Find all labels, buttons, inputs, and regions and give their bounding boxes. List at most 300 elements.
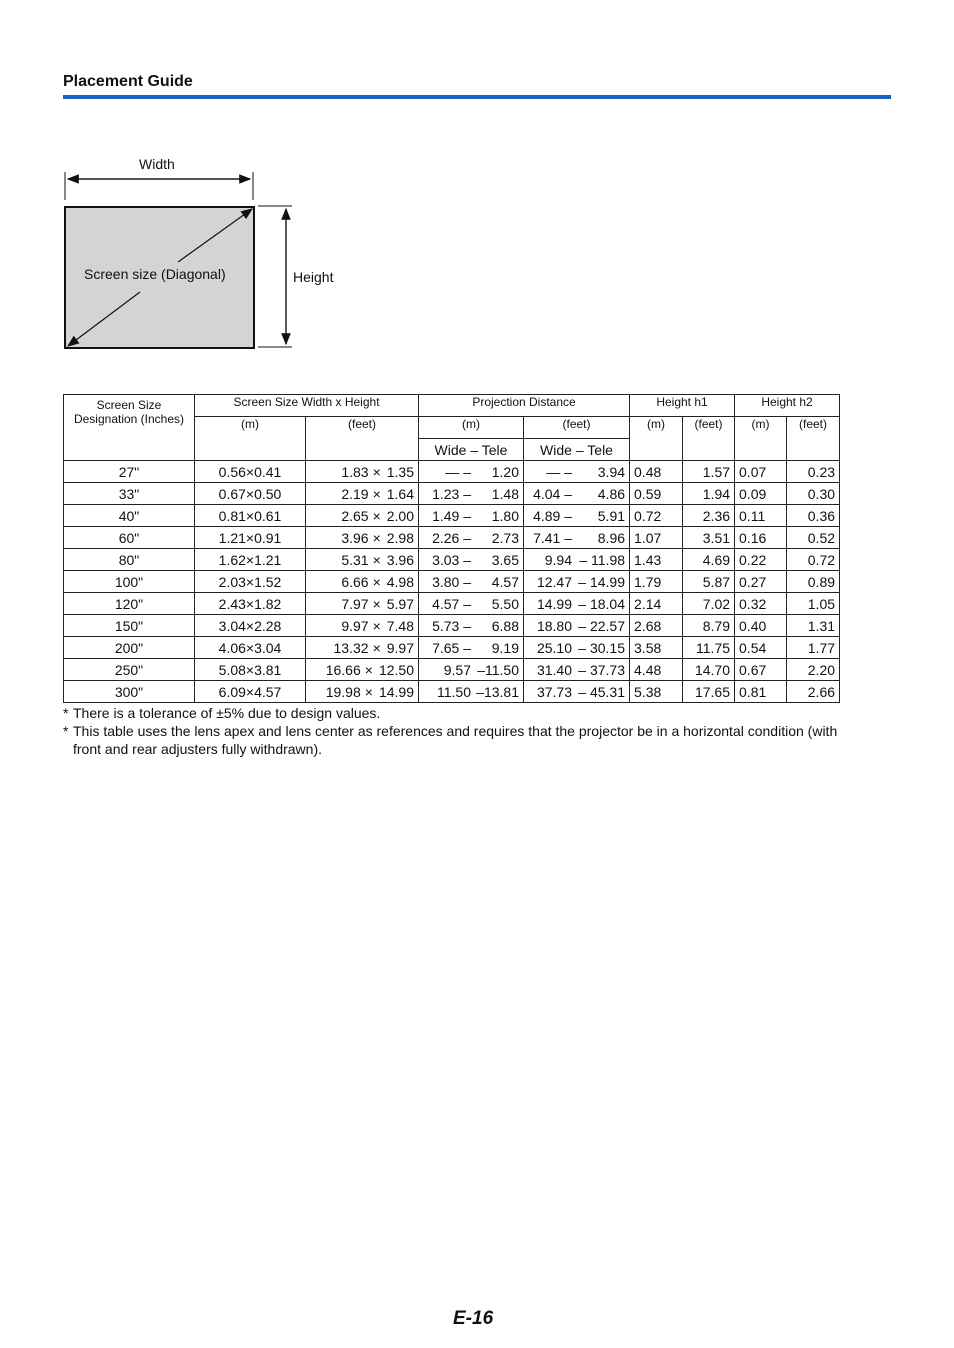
screen-size-value: 250" — [114, 661, 144, 678]
cell-h2-feet — [787, 681, 840, 703]
cell-distance-m — [419, 483, 524, 505]
cell-h2-feet — [787, 461, 840, 483]
width-m-value: 0.56 — [218, 463, 246, 480]
cell-h2-m — [735, 461, 787, 483]
height-feet-value: 2.00 — [386, 507, 414, 524]
cell-wh-feet — [306, 593, 419, 615]
times-symbol: × — [364, 661, 373, 678]
height-feet-value: 4.98 — [386, 573, 414, 590]
wide-label: Wide — [434, 441, 467, 458]
cell-size — [64, 681, 195, 703]
screen-size-value: 33" — [118, 485, 140, 502]
cell-distance-m — [419, 659, 524, 681]
wide-feet-value: 12.47 — [536, 573, 572, 590]
width-feet-value: 16.66 — [325, 661, 361, 678]
table-row — [64, 571, 840, 593]
cell-h1-feet — [683, 505, 735, 527]
cell-h1-feet — [683, 593, 735, 615]
screen-size-value: 60" — [118, 529, 140, 546]
tele-m-value: –13.81 — [476, 683, 519, 700]
unit-feet: (feet) — [306, 417, 419, 461]
height-m-value: 4.57 — [254, 683, 282, 700]
dash-label: – — [470, 441, 479, 458]
h2-m-value: 0.67 — [739, 661, 767, 678]
height-feet-value: 2.98 — [386, 529, 414, 546]
cell-h2-m — [735, 527, 787, 549]
cell-wh-feet — [306, 527, 419, 549]
width-feet-value: 2.19 — [341, 485, 369, 502]
screen-size-value: 200" — [114, 639, 144, 656]
times-symbol: × — [372, 617, 381, 634]
height-m-value: 1.52 — [254, 573, 282, 590]
cell-h1-m — [630, 659, 683, 681]
cell-distance-m — [419, 681, 524, 703]
cell-h1-feet — [683, 461, 735, 483]
dash-label: – — [575, 441, 584, 458]
cell-h2-feet — [787, 659, 840, 681]
note-text: There is a tolerance of ±5% due to design values. — [73, 705, 381, 721]
h2-m-value: 0.81 — [739, 683, 767, 700]
wide-feet-value: 4.89 – — [533, 507, 572, 524]
times-symbol: × — [245, 463, 255, 480]
cell-distance-feet — [524, 659, 630, 681]
cell-h2-m — [735, 549, 787, 571]
times-symbol: × — [245, 639, 255, 656]
tele-feet-value: 3.94 — [597, 463, 626, 480]
table-row — [64, 527, 840, 549]
unit-feet: (feet) — [683, 417, 735, 461]
cell-size — [64, 615, 195, 637]
tele-m-value: 5.50 — [491, 595, 519, 612]
h2-m-value: 0.32 — [739, 595, 767, 612]
cell-distance-feet — [524, 461, 630, 483]
cell-distance-feet — [524, 637, 630, 659]
h2-feet-value: 2.66 — [807, 683, 836, 700]
cell-h2-feet — [787, 615, 840, 637]
h1-feet-value: 14.70 — [694, 661, 731, 678]
notes — [63, 704, 853, 758]
cell-wh-feet — [306, 461, 419, 483]
cell-h1-m — [630, 615, 683, 637]
screen-size-value: 40" — [118, 507, 140, 524]
tele-m-value: 6.88 — [491, 617, 519, 634]
cell-wh-m — [195, 659, 306, 681]
screen-size-value: 80" — [118, 551, 140, 568]
times-symbol: × — [245, 529, 255, 546]
screen-size-value: 150" — [114, 617, 144, 634]
table-row — [64, 461, 840, 483]
cell-distance-m — [419, 615, 524, 637]
cell-h2-feet — [787, 571, 840, 593]
wide-m-value: 1.23 – — [432, 485, 471, 502]
wide-feet-value: 18.80 — [536, 617, 572, 634]
unit-m: (m) — [419, 417, 524, 439]
h2-feet-value: 1.05 — [807, 595, 836, 612]
height-feet-value: 7.48 — [386, 617, 414, 634]
h2-m-value: 0.16 — [739, 529, 767, 546]
wide-m-value: 11.50 — [437, 683, 471, 700]
cell-size — [64, 571, 195, 593]
tele-m-value: 9.19 — [491, 639, 519, 656]
cell-h2-feet — [787, 527, 840, 549]
h1-feet-value: 4.69 — [702, 551, 731, 568]
width-m-value: 4.06 — [218, 639, 246, 656]
h1-m-value: 1.79 — [634, 573, 662, 590]
tele-m-value: 1.20 — [491, 463, 519, 480]
height-m-value: 0.50 — [254, 485, 282, 502]
wide-label: Wide — [540, 441, 572, 458]
times-symbol: × — [245, 661, 255, 678]
times-symbol: × — [245, 573, 255, 590]
cell-size — [64, 549, 195, 571]
height-m-value: 2.28 — [254, 617, 282, 634]
cell-distance-feet — [524, 615, 630, 637]
h1-feet-value: 3.51 — [702, 529, 731, 546]
h2-m-value: 0.40 — [739, 617, 767, 634]
height-label: Height — [293, 269, 334, 285]
width-feet-value: 7.97 — [341, 595, 369, 612]
cell-wh-m — [195, 615, 306, 637]
width-feet-value: 2.65 — [341, 507, 369, 524]
h1-m-value: 5.38 — [634, 683, 662, 700]
times-symbol: × — [364, 683, 373, 700]
note-marker: * — [63, 705, 69, 721]
tele-feet-value: – 30.15 — [578, 639, 626, 656]
wide-m-value: 4.57 – — [432, 595, 471, 612]
cell-distance-m — [419, 637, 524, 659]
cell-wh-feet — [306, 549, 419, 571]
unit-feet: (feet) — [524, 417, 630, 439]
h1-m-value: 0.59 — [634, 485, 662, 502]
cell-size — [64, 593, 195, 615]
width-m-value: 0.81 — [218, 507, 246, 524]
width-m-value: 3.04 — [218, 617, 246, 634]
cell-distance-m — [419, 505, 524, 527]
h2-m-value: 0.09 — [739, 485, 767, 502]
width-feet-value: 6.66 — [341, 573, 369, 590]
times-symbol: × — [245, 507, 255, 524]
cell-wh-m — [195, 549, 306, 571]
wide-feet-value: — – — [546, 463, 572, 480]
h2-feet-value: 0.36 — [807, 507, 836, 524]
width-feet-value: 9.97 — [341, 617, 369, 634]
h2-feet-value: 0.89 — [807, 573, 836, 590]
cell-distance-feet — [524, 549, 630, 571]
table-row — [64, 681, 840, 703]
cell-h1-m — [630, 571, 683, 593]
tele-feet-value: – 22.57 — [578, 617, 626, 634]
cell-h1-feet — [683, 483, 735, 505]
times-symbol: × — [372, 529, 381, 546]
h2-feet-value: 0.30 — [807, 485, 836, 502]
times-symbol: × — [245, 551, 255, 568]
times-symbol: × — [372, 463, 381, 480]
times-symbol: × — [245, 485, 255, 502]
cell-size — [64, 659, 195, 681]
cell-h2-feet — [787, 637, 840, 659]
cell-size — [64, 527, 195, 549]
cell-h1-m — [630, 593, 683, 615]
width-feet-value: 1.83 — [341, 463, 369, 480]
wide-m-value: 1.49 – — [432, 507, 471, 524]
width-feet-value: 5.31 — [341, 551, 369, 568]
tele-m-value: 2.73 — [491, 529, 519, 546]
tele-feet-value: – 18.04 — [578, 595, 626, 612]
cell-distance-feet — [524, 527, 630, 549]
height-feet-value: 5.97 — [386, 595, 414, 612]
cell-h2-feet — [787, 593, 840, 615]
width-m-value: 1.21 — [218, 529, 246, 546]
cell-h1-feet — [683, 571, 735, 593]
cell-h2-m — [735, 637, 787, 659]
table-row — [64, 615, 840, 637]
cell-size — [64, 461, 195, 483]
tele-feet-value: – 37.73 — [578, 661, 626, 678]
times-symbol: × — [372, 595, 381, 612]
cell-h1-m — [630, 527, 683, 549]
tele-feet-value: – 45.31 — [578, 683, 626, 700]
section-title: Placement Guide — [63, 73, 193, 90]
note-text: This table uses the lens apex and lens center as references and requires that the projector be in a horizontal condition (with front and rear adjusters fully withdrawn). — [73, 723, 838, 757]
screen-size-value: 27" — [118, 463, 140, 480]
cell-wh-feet — [306, 659, 419, 681]
cell-wh-feet — [306, 637, 419, 659]
cell-h2-m — [735, 593, 787, 615]
h1-feet-value: 2.36 — [702, 507, 731, 524]
h1-m-value: 3.58 — [634, 639, 662, 656]
cell-distance-feet — [524, 571, 630, 593]
cell-distance-m — [419, 549, 524, 571]
table-header-row — [64, 395, 840, 417]
note-marker: * — [63, 723, 69, 739]
cell-distance-feet — [524, 483, 630, 505]
cell-distance-feet — [524, 681, 630, 703]
cell-h1-feet — [683, 615, 735, 637]
screen-diagram — [0, 0, 400, 360]
table-row — [64, 505, 840, 527]
height-m-value: 0.91 — [254, 529, 282, 546]
tele-m-value: 1.48 — [491, 485, 519, 502]
wide-tele-feet — [524, 439, 630, 461]
cell-distance-m — [419, 461, 524, 483]
cell-distance-feet — [524, 593, 630, 615]
tele-m-value: 4.57 — [491, 573, 519, 590]
cell-size — [64, 483, 195, 505]
height-m-value: 1.82 — [254, 595, 282, 612]
table-row — [64, 659, 840, 681]
wide-tele-m — [419, 439, 524, 461]
h1-feet-value: 11.75 — [696, 639, 731, 656]
cell-distance-feet — [524, 505, 630, 527]
placement-table — [63, 394, 840, 703]
times-symbol: × — [245, 595, 255, 612]
cell-distance-m — [419, 527, 524, 549]
tele-feet-value: 5.91 — [597, 507, 626, 524]
cell-h2-m — [735, 505, 787, 527]
h2-feet-value: 0.23 — [807, 463, 836, 480]
h1-m-value: 2.14 — [634, 595, 662, 612]
h1-m-value: 0.48 — [634, 463, 662, 480]
table-row — [64, 483, 840, 505]
cell-wh-m — [195, 505, 306, 527]
cell-wh-m — [195, 483, 306, 505]
height-feet-value: 3.96 — [386, 551, 414, 568]
cell-distance-m — [419, 593, 524, 615]
height-m-value: 1.21 — [254, 551, 282, 568]
wide-m-value: 3.03 – — [432, 551, 471, 568]
cell-h1-feet — [683, 637, 735, 659]
cell-h2-m — [735, 615, 787, 637]
h2-feet-value: 1.31 — [807, 617, 836, 634]
h1-feet-value: 17.65 — [694, 683, 731, 700]
h1-feet-value: 1.94 — [702, 485, 731, 502]
wide-feet-value: 14.99 — [536, 595, 572, 612]
unit-feet: (feet) — [787, 417, 840, 461]
table-row — [64, 637, 840, 659]
cell-h1-m — [630, 505, 683, 527]
h2-feet-value: 0.72 — [807, 551, 836, 568]
height-m-value: 0.41 — [254, 463, 282, 480]
cell-wh-m — [195, 527, 306, 549]
h1-m-value: 0.72 — [634, 507, 662, 524]
width-feet-value: 19.98 — [325, 683, 361, 700]
cell-wh-feet — [306, 505, 419, 527]
unit-m: (m) — [195, 417, 306, 461]
cell-size — [64, 637, 195, 659]
cell-h2-m — [735, 571, 787, 593]
table-row — [64, 593, 840, 615]
tele-label: Tele — [587, 441, 613, 458]
h1-feet-value: 8.79 — [702, 617, 731, 634]
h1-m-value: 2.68 — [634, 617, 662, 634]
cell-h2-feet — [787, 505, 840, 527]
tele-m-value: 1.80 — [491, 507, 519, 524]
tele-feet-value: – 14.99 — [578, 573, 626, 590]
width-m-value: 6.09 — [218, 683, 246, 700]
width-m-value: 1.62 — [218, 551, 246, 568]
tele-feet-value: – 11.98 — [579, 551, 626, 568]
height-m-value: 0.61 — [254, 507, 282, 524]
cell-size — [64, 505, 195, 527]
h1-feet-value: 7.02 — [702, 595, 731, 612]
cell-h1-m — [630, 637, 683, 659]
cell-wh-feet — [306, 483, 419, 505]
unit-m: (m) — [630, 417, 683, 461]
cell-h1-feet — [683, 527, 735, 549]
cell-wh-m — [195, 571, 306, 593]
cell-h1-feet — [683, 659, 735, 681]
table-row — [64, 549, 840, 571]
h1-feet-value: 5.87 — [702, 573, 731, 590]
times-symbol: × — [372, 485, 381, 502]
cell-h1-feet — [683, 681, 735, 703]
wide-feet-value: 4.04 – — [533, 485, 572, 502]
height-feet-value: 1.64 — [386, 485, 414, 502]
width-m-value: 2.43 — [218, 595, 246, 612]
times-symbol: × — [372, 507, 381, 524]
screen-diagram-graphic — [0, 0, 400, 360]
cell-wh-m — [195, 593, 306, 615]
cell-h2-m — [735, 681, 787, 703]
h2-feet-value: 0.52 — [807, 529, 836, 546]
tele-m-value: 3.65 — [491, 551, 519, 568]
cell-h1-m — [630, 483, 683, 505]
cell-wh-m — [195, 637, 306, 659]
h2-m-value: 0.22 — [739, 551, 767, 568]
note-item — [63, 722, 853, 758]
cell-h1-m — [630, 681, 683, 703]
col-height-h1: Height h1 — [630, 395, 735, 417]
tele-m-value: –11.50 — [477, 661, 519, 678]
width-m-value: 5.08 — [218, 661, 246, 678]
width-feet-value: 3.96 — [341, 529, 369, 546]
tele-label: Tele — [481, 441, 508, 458]
col-projection-distance: Projection Distance — [419, 395, 630, 417]
height-feet-value: 9.97 — [386, 639, 414, 656]
h2-m-value: 0.07 — [739, 463, 767, 480]
height-feet-value: 14.99 — [378, 683, 414, 700]
col-height-h2: Height h2 — [735, 395, 840, 417]
wide-m-value: 5.73 – — [432, 617, 471, 634]
h2-feet-value: 2.20 — [807, 661, 836, 678]
wide-feet-value: 37.73 — [536, 683, 572, 700]
h2-feet-value: 1.77 — [807, 639, 836, 656]
cell-distance-m — [419, 571, 524, 593]
height-feet-value: 12.50 — [378, 661, 414, 678]
cell-h1-feet — [683, 549, 735, 571]
wide-m-value: 9.57 — [443, 661, 471, 678]
h1-m-value: 1.07 — [634, 529, 662, 546]
cell-wh-m — [195, 681, 306, 703]
height-m-value: 3.81 — [254, 661, 282, 678]
h2-m-value: 0.11 — [739, 507, 766, 524]
cell-wh-feet — [306, 681, 419, 703]
screen-size-value: 120" — [114, 595, 144, 612]
width-feet-value: 13.32 — [333, 639, 369, 656]
tele-feet-value: 4.86 — [597, 485, 626, 502]
width-m-value: 0.67 — [218, 485, 246, 502]
cell-h2-feet — [787, 483, 840, 505]
wide-feet-value: 9.94 — [544, 551, 572, 568]
height-feet-value: 1.35 — [386, 463, 414, 480]
h1-feet-value: 1.57 — [702, 463, 731, 480]
unit-m: (m) — [735, 417, 787, 461]
tele-feet-value: 8.96 — [597, 529, 626, 546]
h1-m-value: 4.48 — [634, 661, 662, 678]
diagonal-label: Screen size (Diagonal) — [84, 266, 226, 282]
wide-m-value: 2.26 – — [432, 529, 471, 546]
cell-h2-feet — [787, 549, 840, 571]
wide-feet-value: 7.41 – — [533, 529, 572, 546]
cell-h2-m — [735, 483, 787, 505]
page-number: E-16 — [453, 1308, 494, 1329]
h2-m-value: 0.27 — [739, 573, 767, 590]
height-m-value: 3.04 — [254, 639, 282, 656]
width-m-value: 2.03 — [218, 573, 246, 590]
h2-m-value: 0.54 — [739, 639, 767, 656]
times-symbol: × — [372, 573, 381, 590]
wide-m-value: 7.65 – — [432, 639, 471, 656]
cell-wh-m — [195, 461, 306, 483]
width-label: Width — [139, 156, 175, 172]
wide-feet-value: 25.10 — [536, 639, 572, 656]
times-symbol: × — [245, 683, 255, 700]
wide-feet-value: 31.40 — [536, 661, 572, 678]
h1-m-value: 1.43 — [634, 551, 662, 568]
cell-h2-m — [735, 659, 787, 681]
cell-wh-feet — [306, 615, 419, 637]
times-symbol: × — [245, 617, 255, 634]
